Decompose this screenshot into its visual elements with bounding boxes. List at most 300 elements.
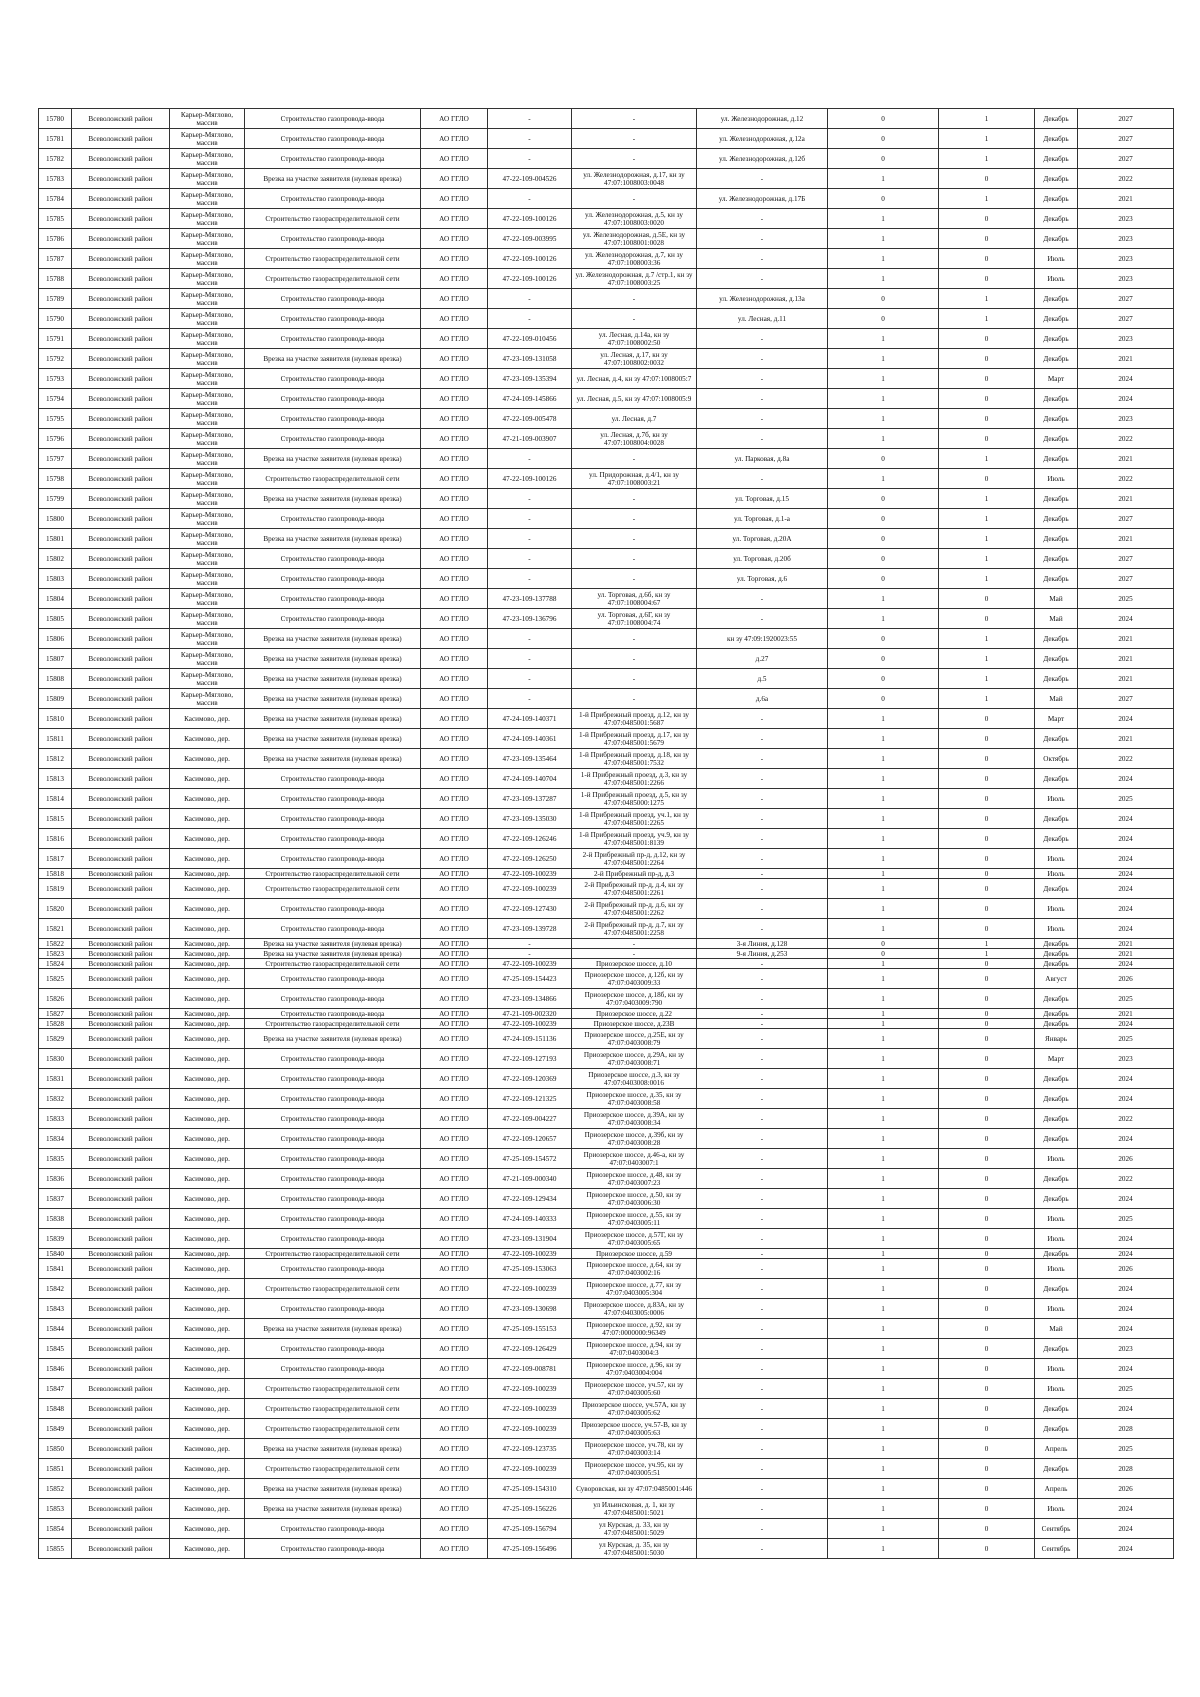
cell-district: Всеволожский район <box>72 849 170 869</box>
cell-pending-count: 0 <box>939 789 1035 809</box>
cell-organization: АО ГГЛО <box>421 1169 488 1189</box>
cell-applications-count: 1 <box>828 989 939 1009</box>
cell-pending-count: 1 <box>939 549 1035 569</box>
cell-year: 2024 <box>1078 849 1174 869</box>
cell-work-type: Строительство газопровода-ввода <box>245 1299 421 1319</box>
cell-month: Сентябрь <box>1035 1539 1078 1559</box>
cell-application-number: 47-21-109-000340 <box>488 1169 572 1189</box>
cell-locality: Касимово, дер. <box>170 969 245 989</box>
cell-work-type: Строительство газопровода-ввода <box>245 789 421 809</box>
cell-application-number: 47-22-109-127430 <box>488 899 572 919</box>
cell-row-number: 15830 <box>39 1049 72 1069</box>
cell-row-number: 15825 <box>39 969 72 989</box>
table-row <box>39 209 1174 229</box>
cell-pending-count: 0 <box>939 329 1035 349</box>
cell-organization: АО ГГЛО <box>421 1129 488 1149</box>
table-row <box>39 1339 1174 1359</box>
cell-row-number: 15811 <box>39 729 72 749</box>
cell-row-number: 15848 <box>39 1399 72 1419</box>
cell-district: Всеволожский район <box>72 629 170 649</box>
cell-address: - <box>697 1259 828 1279</box>
cell-applications-count: 0 <box>828 309 939 329</box>
cell-organization: АО ГГЛО <box>421 749 488 769</box>
cell-cadastral-address: - <box>572 109 697 129</box>
cell-district: Всеволожский район <box>72 229 170 249</box>
cell-cadastral-address: ул Курская, д. 33, кн зу 47:07:0485001:5029 <box>572 1519 697 1539</box>
cell-year: 2024 <box>1078 1279 1174 1299</box>
cell-row-number: 15832 <box>39 1089 72 1109</box>
table-row <box>39 1249 1174 1259</box>
cell-year: 2024 <box>1078 1069 1174 1089</box>
cell-pending-count: 0 <box>939 349 1035 369</box>
cell-row-number: 15791 <box>39 329 72 349</box>
cell-application-number: 47-22-109-003995 <box>488 229 572 249</box>
cell-pending-count: 0 <box>939 879 1035 899</box>
cell-year: 2021 <box>1078 489 1174 509</box>
cell-work-type: Врезка на участке заявителя (нулевая врезка) <box>245 529 421 549</box>
cell-locality: Касимово, дер. <box>170 879 245 899</box>
table-row <box>39 869 1174 879</box>
cell-application-number: - <box>488 449 572 469</box>
cell-row-number: 15802 <box>39 549 72 569</box>
cell-application-number: 47-23-109-136796 <box>488 609 572 629</box>
cell-work-type: Строительство газопровода-ввода <box>245 569 421 589</box>
cell-cadastral-address: 2-й Прибрежный пр-д, д.4, кн зу 47:07:0485001:2261 <box>572 879 697 899</box>
table-row <box>39 149 1174 169</box>
cell-pending-count: 0 <box>939 1359 1035 1379</box>
cell-year: 2023 <box>1078 229 1174 249</box>
cell-organization: АО ГГЛО <box>421 1049 488 1069</box>
cell-month: Декабрь <box>1035 729 1078 749</box>
cell-pending-count: 0 <box>939 989 1035 1009</box>
cell-address: - <box>697 1439 828 1459</box>
cell-district: Всеволожский район <box>72 589 170 609</box>
cell-pending-count: 0 <box>939 1209 1035 1229</box>
table-row <box>39 1419 1174 1439</box>
cell-work-type: Строительство газопровода-ввода <box>245 1259 421 1279</box>
cell-cadastral-address: 1-й Прибрежный проезд, д.17, кн зу 47:07:0485001:5679 <box>572 729 697 749</box>
cell-work-type: Врезка на участке заявителя (нулевая врезка) <box>245 749 421 769</box>
cell-address: - <box>697 959 828 969</box>
cell-application-number: 47-25-109-156794 <box>488 1519 572 1539</box>
cell-work-type: Строительство газораспределительной сети <box>245 249 421 269</box>
cell-year: 2024 <box>1078 809 1174 829</box>
cell-month: Декабрь <box>1035 209 1078 229</box>
cell-year: 2027 <box>1078 689 1174 709</box>
cell-district: Всеволожский район <box>72 709 170 729</box>
cell-address: - <box>697 1229 828 1249</box>
cell-address: - <box>697 429 828 449</box>
cell-organization: АО ГГЛО <box>421 1189 488 1209</box>
cell-applications-count: 1 <box>828 1419 939 1439</box>
table-row <box>39 589 1174 609</box>
cell-month: Декабрь <box>1035 649 1078 669</box>
cell-locality: Карьер-Мяглово, массив <box>170 609 245 629</box>
cell-application-number: 47-22-109-127193 <box>488 1049 572 1069</box>
cell-pending-count: 0 <box>939 969 1035 989</box>
cell-month: Декабрь <box>1035 1419 1078 1439</box>
cell-organization: АО ГГЛО <box>421 1319 488 1339</box>
cell-work-type: Врезка на участке заявителя (нулевая врезка) <box>245 709 421 729</box>
table-row <box>39 1149 1174 1169</box>
table-row <box>39 369 1174 389</box>
table-row <box>39 649 1174 669</box>
cell-organization: АО ГГЛО <box>421 209 488 229</box>
cell-row-number: 15835 <box>39 1149 72 1169</box>
cell-locality: Касимово, дер. <box>170 1019 245 1029</box>
cell-address: д.6а <box>697 689 828 709</box>
cell-application-number: - <box>488 129 572 149</box>
cell-locality: Карьер-Мяглово, массив <box>170 449 245 469</box>
table-row <box>39 769 1174 789</box>
cell-month: Июль <box>1035 1149 1078 1169</box>
cell-month: Июль <box>1035 469 1078 489</box>
cell-cadastral-address: ул. Железнодорожная, д.5, кн зу 47:07:1008003:0020 <box>572 209 697 229</box>
cell-row-number: 15809 <box>39 689 72 709</box>
cell-month: Декабрь <box>1035 149 1078 169</box>
cell-district: Всеволожский район <box>72 149 170 169</box>
cell-district: Всеволожский район <box>72 1249 170 1259</box>
table-row <box>39 1279 1174 1299</box>
cell-row-number: 15833 <box>39 1109 72 1129</box>
cell-work-type: Врезка на участке заявителя (нулевая врезка) <box>245 729 421 749</box>
table-row <box>39 849 1174 869</box>
cell-application-number: 47-22-109-100239 <box>488 1379 572 1399</box>
cell-locality: Касимово, дер. <box>170 989 245 1009</box>
cell-organization: АО ГГЛО <box>421 709 488 729</box>
table-row <box>39 349 1174 369</box>
cell-address: - <box>697 969 828 989</box>
cell-cadastral-address: Приозерское шоссе, д.64, кн зу 47:07:0403002:16 <box>572 1259 697 1279</box>
table-row <box>39 1379 1174 1399</box>
cell-pending-count: 0 <box>939 919 1035 939</box>
cell-row-number: 15794 <box>39 389 72 409</box>
cell-application-number: - <box>488 949 572 959</box>
cell-year: 2026 <box>1078 1479 1174 1499</box>
cell-year: 2028 <box>1078 1419 1174 1439</box>
cell-applications-count: 1 <box>828 969 939 989</box>
cell-district: Всеволожский район <box>72 309 170 329</box>
cell-application-number: 47-25-109-156226 <box>488 1499 572 1519</box>
cell-month: Декабрь <box>1035 1109 1078 1129</box>
table-row <box>39 569 1174 589</box>
cell-year: 2024 <box>1078 869 1174 879</box>
cell-locality: Касимово, дер. <box>170 949 245 959</box>
cell-pending-count: 0 <box>939 209 1035 229</box>
cell-locality: Карьер-Мяглово, массив <box>170 429 245 449</box>
cell-district: Всеволожский район <box>72 1459 170 1479</box>
cell-year: 2023 <box>1078 1339 1174 1359</box>
cell-cadastral-address: ул. Железнодорожная, д.7, кн зу 47:07:1008003:36 <box>572 249 697 269</box>
cell-address: ул. Торговая, д.15 <box>697 489 828 509</box>
cell-row-number: 15855 <box>39 1539 72 1559</box>
cell-application-number: - <box>488 669 572 689</box>
cell-pending-count: 1 <box>939 669 1035 689</box>
table-row <box>39 1259 1174 1279</box>
cell-application-number: - <box>488 489 572 509</box>
cell-application-number: 47-22-109-120369 <box>488 1069 572 1089</box>
cell-work-type: Строительство газораспределительной сети <box>245 1249 421 1259</box>
table-row <box>39 389 1174 409</box>
cell-organization: АО ГГЛО <box>421 1439 488 1459</box>
cell-applications-count: 1 <box>828 1259 939 1279</box>
cell-year: 2024 <box>1078 919 1174 939</box>
cell-work-type: Строительство газопровода-ввода <box>245 1209 421 1229</box>
cell-pending-count: 1 <box>939 629 1035 649</box>
cell-month: Декабрь <box>1035 349 1078 369</box>
cell-work-type: Строительство газопровода-ввода <box>245 509 421 529</box>
cell-application-number: - <box>488 529 572 549</box>
cell-district: Всеволожский район <box>72 609 170 629</box>
cell-cadastral-address: ул. Лесная, д.4, кн зу 47:07:1008005:7 <box>572 369 697 389</box>
cell-work-type: Строительство газопровода-ввода <box>245 969 421 989</box>
cell-district: Всеволожский район <box>72 939 170 949</box>
cell-year: 2021 <box>1078 189 1174 209</box>
table-row <box>39 879 1174 899</box>
cell-year: 2024 <box>1078 1499 1174 1519</box>
cell-district: Всеволожский район <box>72 879 170 899</box>
cell-work-type: Строительство газораспределительной сети <box>245 879 421 899</box>
cell-month: Июль <box>1035 269 1078 289</box>
cell-applications-count: 1 <box>828 429 939 449</box>
cell-cadastral-address: - <box>572 529 697 549</box>
cell-district: Всеволожский район <box>72 449 170 469</box>
cell-district: Всеволожский район <box>72 1089 170 1109</box>
cell-applications-count: 1 <box>828 1019 939 1029</box>
cell-row-number: 15826 <box>39 989 72 1009</box>
cell-locality: Касимово, дер. <box>170 959 245 969</box>
cell-cadastral-address: ул. Лесная, д.14а, кн зу 47:07:1008002:50 <box>572 329 697 349</box>
cell-row-number: 15837 <box>39 1189 72 1209</box>
cell-locality: Карьер-Мяглово, массив <box>170 329 245 349</box>
cell-cadastral-address: 1-й Прибрежный проезд, д.12, кн зу 47:07:0485001:5687 <box>572 709 697 729</box>
table-row <box>39 249 1174 269</box>
cell-address: - <box>697 1029 828 1049</box>
cell-organization: АО ГГЛО <box>421 1419 488 1439</box>
cell-row-number: 15814 <box>39 789 72 809</box>
cell-cadastral-address: - <box>572 949 697 959</box>
cell-applications-count: 0 <box>828 129 939 149</box>
cell-locality: Касимово, дер. <box>170 1499 245 1519</box>
cell-row-number: 15847 <box>39 1379 72 1399</box>
table-row <box>39 189 1174 209</box>
cell-address: - <box>697 1499 828 1519</box>
cell-month: Декабрь <box>1035 959 1078 969</box>
table-row <box>39 129 1174 149</box>
cell-row-number: 15807 <box>39 649 72 669</box>
cell-cadastral-address: - <box>572 629 697 649</box>
cell-cadastral-address: Приозерское шоссе, д.83А, кн зу 47:07:0403005:0006 <box>572 1299 697 1319</box>
cell-address: - <box>697 1209 828 1229</box>
table-row <box>39 1499 1174 1519</box>
cell-row-number: 15801 <box>39 529 72 549</box>
cell-application-number: - <box>488 309 572 329</box>
cell-month: Декабрь <box>1035 809 1078 829</box>
table-row <box>39 689 1174 709</box>
cell-locality: Карьер-Мяглово, массив <box>170 589 245 609</box>
cell-cadastral-address: ул. Лесная, д.7 <box>572 409 697 429</box>
cell-applications-count: 0 <box>828 569 939 589</box>
cell-work-type: Врезка на участке заявителя (нулевая врезка) <box>245 1319 421 1339</box>
cell-month: Декабрь <box>1035 879 1078 899</box>
cell-application-number: - <box>488 289 572 309</box>
cell-pending-count: 0 <box>939 1399 1035 1419</box>
cell-cadastral-address: Приозерское шоссе, д.94, кн зу 47:07:0403004:3 <box>572 1339 697 1359</box>
cell-applications-count: 1 <box>828 1399 939 1419</box>
cell-application-number: 47-22-109-126250 <box>488 849 572 869</box>
cell-locality: Карьер-Мяглово, массив <box>170 549 245 569</box>
cell-organization: АО ГГЛО <box>421 789 488 809</box>
table-row <box>39 1299 1174 1319</box>
cell-pending-count: 0 <box>939 1299 1035 1319</box>
cell-month: Декабрь <box>1035 1399 1078 1419</box>
cell-work-type: Врезка на участке заявителя (нулевая врезка) <box>245 349 421 369</box>
cell-application-number: - <box>488 689 572 709</box>
cell-month: Декабрь <box>1035 939 1078 949</box>
cell-address: 3-я Линия, д.128 <box>697 939 828 949</box>
table-row <box>39 169 1174 189</box>
cell-row-number: 15790 <box>39 309 72 329</box>
cell-cadastral-address: ул Ильинсковая, д. 1, кн зу 47:07:0485001:5021 <box>572 1499 697 1519</box>
cell-year: 2025 <box>1078 1439 1174 1459</box>
cell-pending-count: 0 <box>939 1259 1035 1279</box>
cell-cadastral-address: Приозерское шоссе, д.18б, кн зу 47:07:0403009:790 <box>572 989 697 1009</box>
cell-pending-count: 0 <box>939 959 1035 969</box>
cell-applications-count: 0 <box>828 489 939 509</box>
cell-applications-count: 0 <box>828 189 939 209</box>
cell-organization: АО ГГЛО <box>421 1209 488 1229</box>
cell-locality: Касимово, дер. <box>170 1009 245 1019</box>
cell-work-type: Строительство газопровода-ввода <box>245 1169 421 1189</box>
cell-application-number: - <box>488 939 572 949</box>
cell-row-number: 15795 <box>39 409 72 429</box>
cell-locality: Касимово, дер. <box>170 1189 245 1209</box>
cell-district: Всеволожский район <box>72 669 170 689</box>
cell-month: Декабрь <box>1035 329 1078 349</box>
cell-year: 2024 <box>1078 1359 1174 1379</box>
cell-year: 2025 <box>1078 1209 1174 1229</box>
cell-applications-count: 1 <box>828 1189 939 1209</box>
cell-address: кн зу 47:09:1920023:55 <box>697 629 828 649</box>
cell-locality: Касимово, дер. <box>170 729 245 749</box>
cell-year: 2021 <box>1078 529 1174 549</box>
table-row <box>39 489 1174 509</box>
cell-organization: АО ГГЛО <box>421 669 488 689</box>
cell-organization: АО ГГЛО <box>421 869 488 879</box>
cell-address: - <box>697 1019 828 1029</box>
cell-month: Декабрь <box>1035 1189 1078 1209</box>
cell-applications-count: 1 <box>828 209 939 229</box>
cell-month: Декабрь <box>1035 1339 1078 1359</box>
cell-year: 2027 <box>1078 549 1174 569</box>
cell-year: 2028 <box>1078 1459 1174 1479</box>
cell-application-number: 47-22-109-100126 <box>488 469 572 489</box>
cell-address: - <box>697 469 828 489</box>
cell-row-number: 15812 <box>39 749 72 769</box>
cell-district: Всеволожский район <box>72 959 170 969</box>
cell-district: Всеволожский район <box>72 809 170 829</box>
cell-work-type: Строительство газораспределительной сети <box>245 1399 421 1419</box>
cell-row-number: 15829 <box>39 1029 72 1049</box>
cell-organization: АО ГГЛО <box>421 849 488 869</box>
cell-application-number: 47-23-109-137788 <box>488 589 572 609</box>
cell-pending-count: 0 <box>939 1129 1035 1149</box>
cell-locality: Касимово, дер. <box>170 1169 245 1189</box>
cell-application-number: 47-22-109-100239 <box>488 1399 572 1419</box>
cell-application-number: 47-22-109-100239 <box>488 1019 572 1029</box>
cell-organization: АО ГГЛО <box>421 1109 488 1129</box>
cell-cadastral-address: Приозерское шоссе, д.22 <box>572 1009 697 1019</box>
cell-address: - <box>697 769 828 789</box>
cell-application-number: 47-24-109-140704 <box>488 769 572 789</box>
cell-address: - <box>697 1299 828 1319</box>
cell-district: Всеволожский район <box>72 469 170 489</box>
cell-year: 2027 <box>1078 509 1174 529</box>
cell-work-type: Врезка на участке заявителя (нулевая врезка) <box>245 1029 421 1049</box>
cell-row-number: 15836 <box>39 1169 72 1189</box>
cell-organization: АО ГГЛО <box>421 509 488 529</box>
cell-cadastral-address: Приозерское шоссе, д.96, кн зу 47:07:0403004:004 <box>572 1359 697 1379</box>
cell-pending-count: 0 <box>939 1249 1035 1259</box>
cell-month: Июль <box>1035 1259 1078 1279</box>
cell-applications-count: 0 <box>828 449 939 469</box>
cell-pending-count: 0 <box>939 1479 1035 1499</box>
cell-applications-count: 1 <box>828 1439 939 1459</box>
cell-month: Май <box>1035 589 1078 609</box>
cell-application-number: 47-21-109-003907 <box>488 429 572 449</box>
cell-district: Всеволожский район <box>72 189 170 209</box>
cell-applications-count: 0 <box>828 949 939 959</box>
cell-applications-count: 1 <box>828 1089 939 1109</box>
cell-work-type: Строительство газопровода-ввода <box>245 1339 421 1359</box>
cell-pending-count: 0 <box>939 849 1035 869</box>
cell-locality: Касимово, дер. <box>170 1029 245 1049</box>
cell-month: Июль <box>1035 1359 1078 1379</box>
cell-locality: Касимово, дер. <box>170 1249 245 1259</box>
cell-district: Всеволожский район <box>72 689 170 709</box>
cell-month: Декабрь <box>1035 989 1078 1009</box>
cell-work-type: Строительство газопровода-ввода <box>245 899 421 919</box>
cell-locality: Касимово, дер. <box>170 1279 245 1299</box>
cell-address: - <box>697 1539 828 1559</box>
cell-application-number: - <box>488 189 572 209</box>
cell-address: - <box>697 249 828 269</box>
cell-row-number: 15845 <box>39 1339 72 1359</box>
cell-pending-count: 0 <box>939 709 1035 729</box>
cell-organization: АО ГГЛО <box>421 629 488 649</box>
cell-district: Всеволожский район <box>72 829 170 849</box>
cell-applications-count: 0 <box>828 689 939 709</box>
cell-district: Всеволожский район <box>72 789 170 809</box>
cell-application-number: 47-24-109-145866 <box>488 389 572 409</box>
cell-pending-count: 0 <box>939 1419 1035 1439</box>
cell-year: 2027 <box>1078 149 1174 169</box>
cell-application-number: 47-22-109-126246 <box>488 829 572 849</box>
cell-address: - <box>697 1419 828 1439</box>
cell-applications-count: 1 <box>828 919 939 939</box>
cell-district: Всеволожский район <box>72 1229 170 1249</box>
cell-district: Всеволожский район <box>72 1009 170 1019</box>
cell-cadastral-address: Приозерское шоссе, д.50, кн зу 47:07:0403006:30 <box>572 1189 697 1209</box>
cell-work-type: Строительство газопровода-ввода <box>245 589 421 609</box>
cell-application-number: 47-23-109-131904 <box>488 1229 572 1249</box>
cell-organization: АО ГГЛО <box>421 1089 488 1109</box>
cell-address: - <box>697 709 828 729</box>
cell-application-number: - <box>488 649 572 669</box>
table-row <box>39 549 1174 569</box>
cell-month: Декабрь <box>1035 449 1078 469</box>
cell-address: - <box>697 1129 828 1149</box>
